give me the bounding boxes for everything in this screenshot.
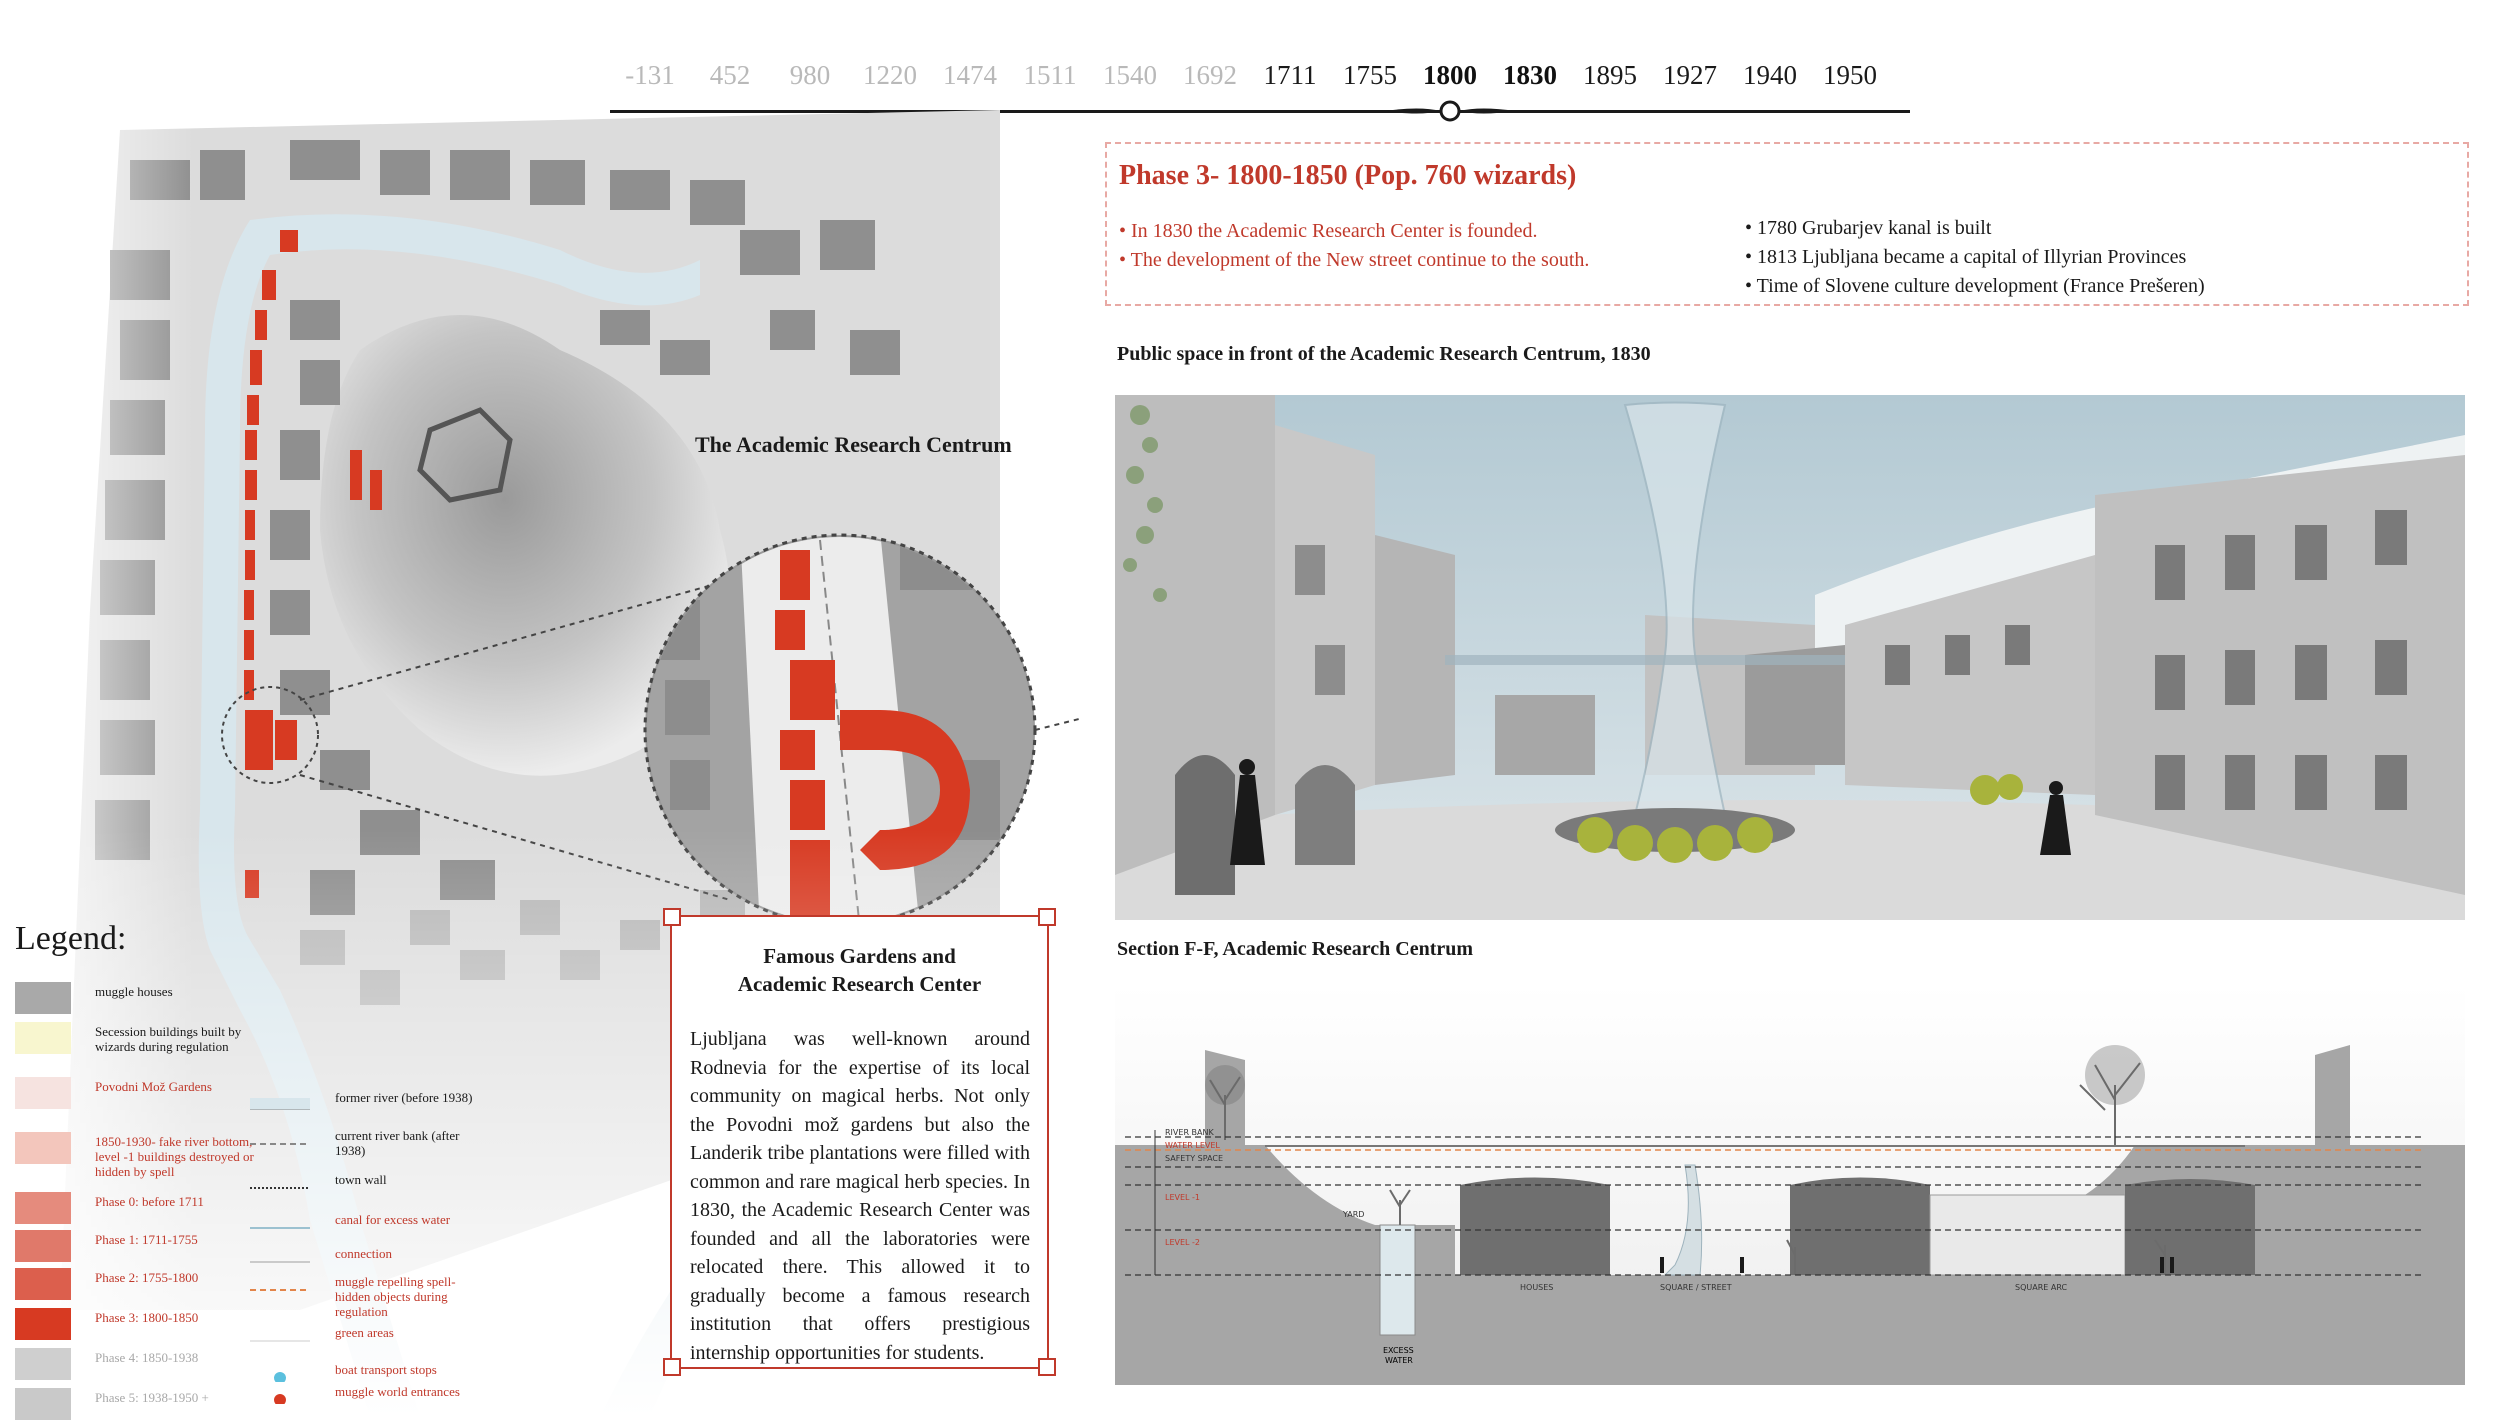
legend-label: 1850-1930- fake river bottom, level -1 buildings destroyed or hidden by spell xyxy=(95,1134,254,1179)
green-icon xyxy=(250,1331,310,1345)
legend-line-item xyxy=(250,1212,470,1248)
legend-swatch xyxy=(15,1077,71,1109)
legend-line-label: boat transport stops xyxy=(335,1362,437,1377)
legend-swatch xyxy=(15,1192,71,1224)
legend-line-label: current river bank (after 1938) xyxy=(335,1128,460,1158)
legend-swatch xyxy=(15,1388,71,1420)
timeline-year-1540[interactable]: 1540 xyxy=(1103,60,1157,90)
legend-item xyxy=(15,1077,255,1117)
legend-line-label: canal for excess water xyxy=(335,1212,451,1227)
timeline-year-1950[interactable]: 1950 xyxy=(1823,60,1877,90)
corner-ornament xyxy=(663,908,681,926)
gardens-info-box xyxy=(670,915,1049,1369)
legend-swatch xyxy=(15,1230,71,1262)
legend-line-label: connection xyxy=(335,1246,393,1261)
section-title: Section F-F, Academic Research Centrum xyxy=(1117,938,1474,960)
section-label-level-2: LEVEL -2 xyxy=(1165,1238,1201,1247)
legend-swatch xyxy=(15,1268,71,1300)
current-bank-icon xyxy=(250,1134,310,1148)
history-events-list xyxy=(1745,214,2205,301)
history-event: • 1813 Ljubljana became a capital of Illyrian Provinces xyxy=(1745,246,2187,268)
legend-label: muggle houses xyxy=(95,984,173,999)
phase-info-box xyxy=(1105,142,2469,306)
legend-item xyxy=(15,1132,255,1179)
wizard-event: • The development of the New street continue to the south. xyxy=(1119,249,1590,271)
boat-dot-icon xyxy=(250,1368,310,1382)
gardens-title-line2: Academic Research Center xyxy=(737,972,982,996)
legend-line-label: muggle repelling spell- hidden objects during regulation xyxy=(335,1274,456,1319)
history-event: • Time of Slovene culture development (France Prešeren) xyxy=(1745,275,2205,297)
legend-item xyxy=(15,1022,255,1062)
section-label-water-level: WATER LEVEL xyxy=(1165,1141,1220,1150)
section-illustration xyxy=(1115,985,2465,1385)
timeline-years xyxy=(610,60,1910,100)
legend-swatch xyxy=(15,982,71,1014)
legend-swatch xyxy=(15,1132,71,1164)
legend-line-item xyxy=(250,1090,473,1126)
section-label-level-1: LEVEL -1 xyxy=(1165,1193,1201,1202)
section-label-excess: EXCESS xyxy=(1383,1346,1414,1355)
muggle-spell-icon xyxy=(250,1280,310,1294)
legend-line-label: town wall xyxy=(335,1172,387,1187)
corner-ornament xyxy=(1038,908,1056,926)
section-label-river-bank: RIVER BANK xyxy=(1165,1128,1214,1137)
gardens-title-line1: Famous Gardens and xyxy=(763,944,956,968)
legend-line-item xyxy=(250,1325,470,1361)
section-label-yard: YARD xyxy=(1343,1210,1365,1219)
timeline-year-1830[interactable]: 1830 xyxy=(1503,60,1557,90)
legend-label: Phase 2: 1755-1800 xyxy=(95,1270,199,1285)
legend-label: Phase 5: 1938-1950 + xyxy=(95,1390,209,1405)
legend-label: Phase 4: 1850-1938 xyxy=(95,1350,199,1365)
timeline-year-1692[interactable]: 1692 xyxy=(1183,60,1237,90)
timeline-year-980[interactable]: 980 xyxy=(789,60,831,90)
timeline-year-1711[interactable]: 1711 xyxy=(1263,60,1317,90)
corner-ornament xyxy=(663,1358,681,1376)
legend-item xyxy=(15,1230,255,1270)
legend-line-label: muggle world entrances xyxy=(335,1384,460,1399)
section-label-square-arc: SQUARE ARC xyxy=(2015,1283,2068,1292)
legend-title: Legend: xyxy=(15,920,127,957)
timeline-year-1511[interactable]: 1511 xyxy=(1023,60,1077,90)
legend-label: Phase 1: 1711-1755 xyxy=(95,1232,198,1247)
section-label-square-street: SQUARE / STREET xyxy=(1660,1283,1732,1292)
legend-swatch xyxy=(15,1348,71,1380)
section-drawing xyxy=(1115,985,2465,1385)
timeline-year-1927[interactable]: 1927 xyxy=(1663,60,1717,90)
legend-item xyxy=(15,1268,255,1308)
legend-label: Povodni Mož Gardens xyxy=(95,1079,212,1094)
legend-label: Phase 3: 1800-1850 xyxy=(95,1310,199,1325)
public-space-illustration xyxy=(1115,395,2465,920)
legend-line-label: former river (before 1938) xyxy=(335,1090,473,1105)
legend-item xyxy=(15,1192,255,1232)
public-space-title: Public space in front of the Academic Research Centrum, 1830 xyxy=(1117,343,1651,365)
legend-swatch xyxy=(15,1022,71,1054)
timeline-year--131[interactable]: -131 xyxy=(625,60,675,90)
gardens-body: Ljubljana was well-known around Rodnevia for the expertise of its local community on magical herbs. Not only the Povodni mož gardens but also the Landerik tribe plantations were filled with common and rare magical herb species. In 1830, the Academic Research Center was founded and all the laboratories were relocated there. This allowed it to gradually become a famous research institution that offers prestigious internship opportunities for students. xyxy=(690,1028,1030,1364)
gardens-title xyxy=(672,942,1047,998)
legend-item xyxy=(15,982,255,1022)
wizard-events-list xyxy=(1119,217,1589,275)
legend xyxy=(15,920,475,1417)
legend-label: Phase 0: before 1711 xyxy=(95,1194,204,1209)
timeline-marker-icon[interactable] xyxy=(1380,96,1520,126)
section-label-houses: HOUSES xyxy=(1520,1283,1554,1292)
section-label-safety-space: SAFETY SPACE xyxy=(1165,1154,1224,1163)
legend-item xyxy=(15,1348,255,1388)
corner-ornament xyxy=(1038,1358,1056,1376)
legend-line-item xyxy=(250,1128,470,1164)
public-space-rendering xyxy=(1115,395,2465,920)
entrance-dot-icon xyxy=(250,1390,310,1404)
timeline-year-1755[interactable]: 1755 xyxy=(1343,60,1397,90)
timeline-year-452[interactable]: 452 xyxy=(709,60,751,90)
legend-line-item xyxy=(250,1172,470,1208)
legend-line-label: green areas xyxy=(335,1325,394,1340)
legend-line-item xyxy=(250,1274,470,1319)
timeline-year-1474[interactable]: 1474 xyxy=(943,60,997,90)
connection-icon xyxy=(250,1252,310,1266)
zoom-title: The Academic Research Centrum xyxy=(695,432,1012,457)
legend-item xyxy=(15,1388,255,1428)
legend-item xyxy=(15,1308,255,1348)
former-river-icon xyxy=(250,1096,310,1110)
wizard-event: • In 1830 the Academic Research Center is founded. xyxy=(1119,220,1538,242)
phase-title: Phase 3- 1800-1850 (Pop. 760 wizards) xyxy=(1119,160,1577,191)
legend-swatch xyxy=(15,1308,71,1340)
timeline-year-1220[interactable]: 1220 xyxy=(863,60,917,90)
history-event: • 1780 Grubarjev kanal is built xyxy=(1745,217,1992,239)
town-wall-icon xyxy=(250,1178,310,1192)
timeline-year-1895[interactable]: 1895 xyxy=(1583,60,1637,90)
timeline-year-1940[interactable]: 1940 xyxy=(1743,60,1797,90)
legend-label: Secession buildings built by wizards during regulation xyxy=(95,1024,242,1054)
section-label-water: WATER xyxy=(1385,1356,1413,1365)
legend-line-item xyxy=(250,1384,470,1420)
timeline-year-1800[interactable]: 1800 xyxy=(1423,60,1477,90)
canal-icon xyxy=(250,1218,310,1232)
